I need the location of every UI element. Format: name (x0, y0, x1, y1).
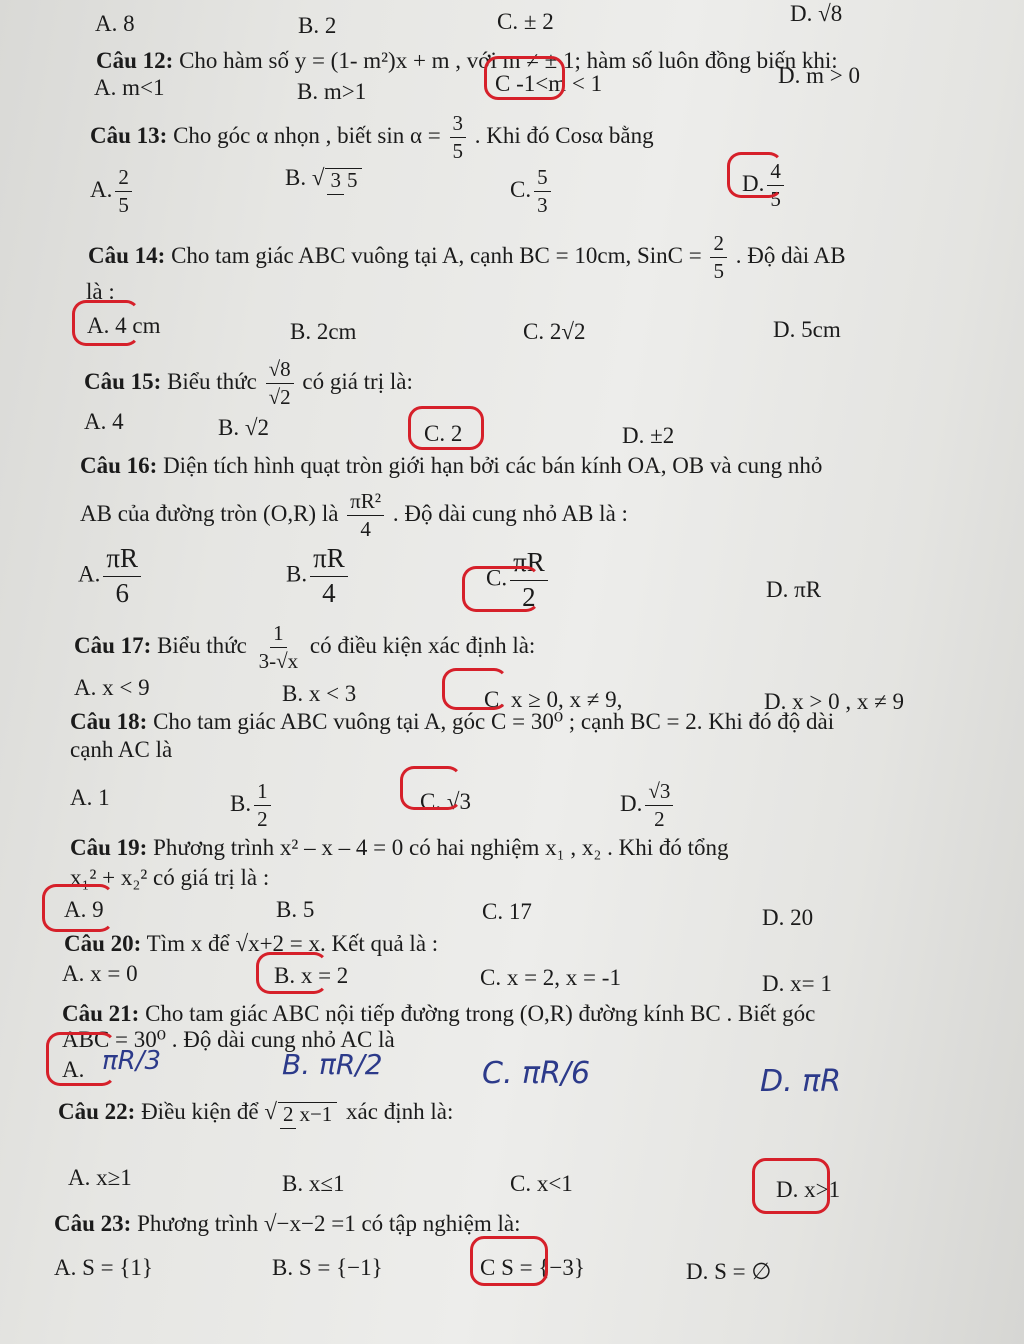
q18-b-num: 1 (254, 780, 271, 806)
q11-option-a: A. 8 (95, 11, 135, 36)
q23-option-c: C S = {−3} (480, 1255, 585, 1280)
q13-a-num: 2 (115, 166, 132, 192)
q16-num: πR² (347, 490, 384, 516)
q20-option-d: D. x= 1 (762, 971, 832, 996)
q13-den: 5 (452, 139, 464, 164)
q13-c-den: 3 (537, 193, 548, 218)
q12-formula: y = (1- m²)x + m , với m ≠ ± 1; hàm số luôn đồng biến khi: (294, 48, 838, 73)
q16-b-frac (310, 544, 348, 608)
q12-text: Cho hàm số (179, 48, 289, 73)
q20-option-b: B. x = 2 (274, 963, 349, 988)
q14-option-b: B. 2cm (290, 319, 357, 344)
q18-line2: cạnh AC là (70, 737, 173, 762)
q15-stem (84, 358, 413, 409)
q13-a-frac (115, 166, 132, 217)
q21-label: Câu 21: (62, 1001, 140, 1026)
q16-den: 4 (360, 517, 371, 542)
q13-c-frac (534, 166, 551, 217)
q18-option-a: A. 1 (70, 785, 110, 810)
q18-option-d (620, 780, 676, 831)
q13-a-den: 5 (118, 193, 129, 218)
q15-text-b: có giá trị là: (302, 368, 413, 394)
q19-label: Câu 19: (70, 835, 148, 860)
q23-label: Câu 23: (54, 1211, 132, 1236)
q11-option-c: C. ± 2 (497, 9, 554, 34)
q14-answer-mark (72, 300, 140, 346)
q16-line2 (80, 490, 628, 541)
q17-den: 3-√x (258, 649, 299, 674)
q13-stem (90, 112, 654, 163)
q13-d-prefix: D. (742, 170, 765, 196)
q19-option-b: B. 5 (276, 897, 315, 922)
q20-answer-mark (256, 952, 328, 994)
q14-option-a: A. 4 cm (87, 313, 161, 338)
q16-answer-mark (462, 566, 540, 612)
q15-option-a: A. 4 (84, 409, 124, 434)
q16-fraction (347, 490, 384, 541)
q11-option-d: D. √8 (790, 1, 843, 26)
q21-handwritten-a: πR/3 (102, 1046, 162, 1076)
q13-fraction (450, 112, 467, 163)
q13-c-num: 5 (534, 166, 551, 192)
q22-text-b: xác định là: (346, 1099, 454, 1124)
q16-c-prefix: C. (486, 565, 508, 591)
q16-c-den: 2 (522, 581, 536, 612)
q23-option-b: B. S = {−1} (272, 1255, 383, 1280)
q13-b-prefix: B. (285, 165, 307, 190)
q17-num: 1 (270, 622, 287, 648)
q23-option-a: A. S = {1} (54, 1255, 153, 1280)
q13-text-a: Cho góc α nhọn , biết sin α = (173, 122, 441, 148)
q13-b-frac (325, 168, 362, 192)
q15-option-d: D. ±2 (622, 423, 675, 448)
q16-line2-a: AB của đường tròn (O,R) là (80, 500, 339, 526)
q13-b-den: 5 (346, 167, 358, 192)
q22-fraction (278, 1102, 337, 1126)
q13-option-c (510, 166, 554, 217)
q16-stem (80, 454, 822, 477)
q16-b-prefix: B. (286, 561, 308, 587)
q15-option-c: C. 2 (424, 421, 463, 446)
q19-answer-mark (42, 884, 114, 932)
q13-c-prefix: C. (510, 176, 532, 202)
q22-answer-mark (752, 1158, 830, 1214)
q17-stem (74, 622, 535, 673)
q12-option-b: B. m>1 (297, 79, 367, 104)
q17-option-b: B. x < 3 (282, 681, 357, 706)
q15-fraction (266, 358, 294, 409)
q16-a-frac (103, 544, 141, 608)
q15-text-a: Biểu thức (167, 368, 257, 394)
q14-label: Câu 14: (88, 242, 166, 268)
q18-answer-mark (400, 766, 462, 810)
q19-option-a: A. 9 (64, 897, 104, 922)
q21-answer-mark (46, 1032, 116, 1086)
q21-option-a: A. (62, 1057, 85, 1082)
q23-answer-mark (470, 1236, 548, 1286)
q22-option-a: A. x≥1 (68, 1165, 132, 1190)
q16-a-prefix: A. (78, 561, 101, 587)
q21-stem (62, 1002, 815, 1025)
q22-option-c: C. x<1 (510, 1171, 573, 1196)
q23-stem (54, 1212, 521, 1235)
q16-b-num: πR (310, 544, 348, 577)
q23-text-a: Phương trình √−x−2 =1 có tập nghiệm là: (137, 1211, 521, 1236)
q18-d-frac (645, 780, 673, 831)
q18-label: Câu 18: (70, 709, 148, 734)
q20-stem (64, 932, 438, 955)
q21-handwritten-d: D. πR (760, 1064, 842, 1099)
q17-option-d: D. x > 0 , x ≠ 9 (764, 689, 904, 714)
q19-stem (70, 836, 729, 859)
q21-handwritten-c: C. πR/6 (482, 1056, 591, 1091)
q14-option-c: C. 2√2 (523, 319, 586, 344)
q16-text-a: Diện tích hình quạt tròn giới hạn bởi các bán kính OA, OB và cung nhỏ (163, 453, 823, 478)
q15-label: Câu 15: (84, 368, 162, 394)
q18-d-prefix: D. (620, 790, 643, 816)
q17-text-b: có điều kiện xác định là: (309, 632, 536, 658)
q23-option-d: D. S = ∅ (686, 1259, 772, 1284)
q14-option-d: D. 5cm (773, 317, 841, 342)
q20-option-c: C. x = 2, x = -1 (480, 965, 621, 990)
q22-label: Câu 22: (58, 1099, 136, 1124)
q14-num: 2 (710, 232, 727, 258)
q13-b-num: 3 (327, 168, 344, 195)
q18-b-frac (254, 780, 271, 831)
q17-answer-mark (442, 668, 508, 710)
q21-text-a: Cho tam giác ABC nội tiếp đường trong (O,R) đường kính BC . Biết góc (145, 1001, 816, 1026)
q13-answer-mark (727, 152, 783, 198)
q13-text-b: . Khi đó Cosα bằng (474, 122, 654, 148)
q18-text-a: Cho tam giác ABC vuông tại A, góc C = 30⁰ ; cạnh BC = 2. Khi đó độ dài (153, 709, 835, 734)
q16-c-num: πR (510, 548, 548, 581)
q13-option-b: B. √ 3 5 (285, 166, 365, 192)
q13-d-num: 4 (767, 160, 784, 186)
q15-option-b: B. √2 (218, 415, 269, 440)
q19-option-c: C. 17 (482, 899, 532, 924)
q19-line2: x₁² + x₂² có giá trị là : (70, 865, 270, 890)
q18-option-c: C. √3 (420, 789, 471, 814)
q13-a-prefix: A. (90, 176, 113, 202)
q13-num: 3 (450, 112, 467, 138)
q12-answer-mark (484, 56, 565, 100)
q22-option-b: B. x≤1 (282, 1171, 345, 1196)
q19-option-d: D. 20 (762, 905, 814, 930)
q16-line2-b: . Độ dài cung nhỏ AB là : (392, 500, 628, 526)
q14-line2: là : (86, 279, 115, 304)
q16-option-a (78, 544, 144, 608)
q22-stem: Câu 22: Điều kiện để √ 2 x−1 xác định là: (58, 1100, 453, 1126)
q12-option-d: D. m > 0 (778, 63, 860, 88)
q17-option-c: C. x ≥ 0, x ≠ 9, (484, 687, 623, 712)
q22-den: x−1 (299, 1101, 333, 1126)
q18-d-den: 2 (654, 807, 665, 832)
q21-line2: ABC = 30⁰ . Độ dài cung nhỏ AC là (62, 1027, 395, 1052)
q16-label: Câu 16: (80, 453, 158, 478)
q20-text-a: Tìm x để √x+2 = x. Kết quả là : (146, 931, 439, 956)
q15-num: √8 (266, 358, 294, 384)
q22-text-a: Điều kiện để (141, 1099, 259, 1124)
q16-b-den: 4 (322, 577, 336, 608)
q19-text-a: Phương trình x² – x – 4 = 0 có hai nghiệm x₁ , x₂ . Khi đó tổng (153, 835, 729, 860)
q14-den: 5 (713, 259, 724, 284)
q20-label: Câu 20: (64, 931, 142, 956)
q15-den: √2 (268, 385, 291, 410)
q18-b-prefix: B. (230, 790, 252, 816)
q22-option-d: D. x>1 (776, 1177, 841, 1202)
q18-option-b (230, 780, 274, 831)
q13-d-den: 5 (770, 187, 781, 212)
q13-option-a (90, 166, 135, 217)
q12-option-a: A. m<1 (94, 75, 165, 100)
q20-option-a: A. x = 0 (62, 961, 138, 986)
q12-stem (96, 49, 838, 72)
q11-option-b: B. 2 (298, 13, 337, 38)
q16-option-b (286, 544, 351, 608)
q12-option-c: C -1<m < 1 (495, 71, 603, 96)
q22-num: 2 (280, 1102, 297, 1129)
q14-stem (88, 232, 846, 283)
q13-label: Câu 13: (90, 122, 168, 148)
q14-text-b: . Độ dài AB (735, 242, 846, 268)
q16-a-den: 6 (115, 577, 129, 608)
q14-text-a: Cho tam giác ABC vuông tại A, cạnh BC = 10cm, SinC = (171, 242, 702, 268)
q17-label: Câu 17: (74, 632, 152, 658)
q16-option-d: D. πR (766, 577, 822, 602)
q16-a-num: πR (103, 544, 141, 577)
q14-fraction (710, 232, 727, 283)
q12-label: Câu 12: (96, 48, 174, 73)
q21-handwritten-b: B. πR/2 (282, 1048, 383, 1081)
q17-text-a: Biểu thức (157, 632, 247, 658)
q17-option-a: A. x < 9 (74, 675, 150, 700)
q18-b-den: 2 (257, 807, 268, 832)
q15-answer-mark (408, 406, 484, 450)
q18-stem (70, 710, 834, 733)
q17-fraction (256, 622, 302, 673)
q18-d-num: √3 (645, 780, 673, 806)
